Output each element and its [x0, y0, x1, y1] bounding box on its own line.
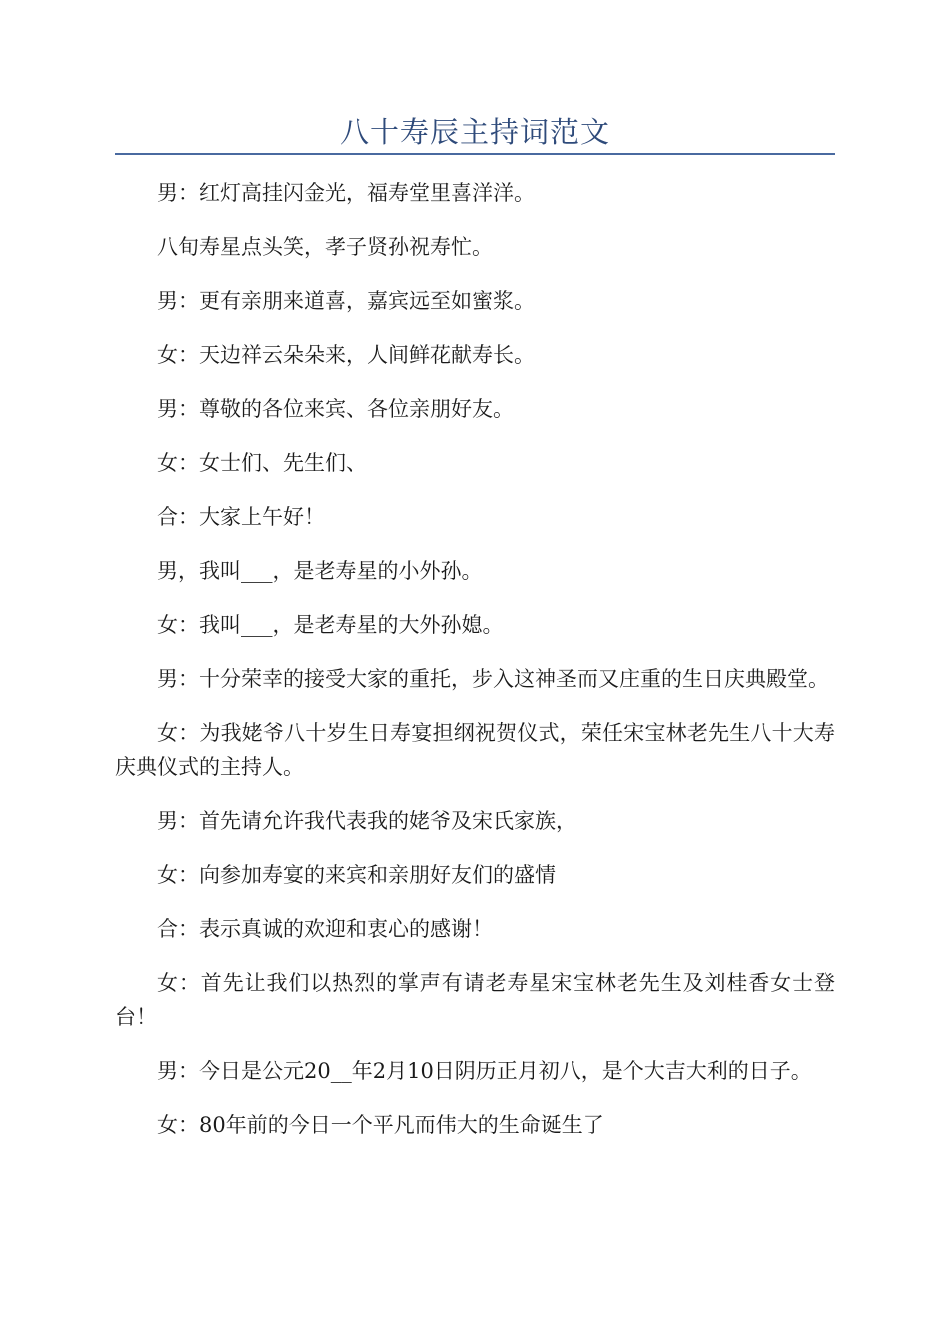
paragraph: 女：80年前的今日一个平凡而伟大的生命诞生了 — [157, 1113, 604, 1137]
paragraph: 男：十分荣幸的接受大家的重托，步入这神圣而又庄重的生日庆典殿堂。 — [157, 667, 829, 691]
paragraph: 女：向参加寿宴的来宾和亲朋好友们的盛情 — [157, 863, 556, 887]
paragraph: 男：红灯高挂闪金光，福寿堂里喜洋洋。 — [157, 181, 535, 205]
title-underline — [115, 153, 835, 155]
paragraph: 女：天边祥云朵朵来，人间鲜花献寿长。 — [157, 343, 535, 367]
paragraph: 八旬寿星点头笑，孝子贤孙祝寿忙。 — [157, 235, 493, 259]
document-body — [115, 176, 835, 1162]
paragraph: 男：今日是公元20__年2月10日阴历正月初八，是个大吉大利的日子。 — [157, 1059, 812, 1083]
paragraph: 男：更有亲朋来道喜，嘉宾远至如蜜浆。 — [157, 289, 535, 313]
paragraph: 女：为我姥爷八十岁生日寿宴担纲祝贺仪式，荣任宋宝林老先生八十大寿庆典仪式的主持人。 — [115, 721, 835, 779]
paragraph: 女：女士们、先生们、 — [157, 451, 367, 475]
paragraph: 男，我叫___，是老寿星的小外孙。 — [157, 559, 483, 583]
paragraph: 女：首先让我们以热烈的掌声有请老寿星宋宝林老先生及刘桂香女士登台！ — [115, 971, 835, 1029]
document-title: 八十寿辰主持词范文 — [339, 115, 610, 149]
paragraph: 合：大家上午好！ — [157, 505, 325, 529]
paragraph: 合：表示真诚的欢迎和衷心的感谢！ — [157, 917, 493, 941]
paragraph: 男：尊敬的各位来宾、各位亲朋好友。 — [157, 397, 514, 421]
paragraph: 女：我叫___，是老寿星的大外孙媳。 — [157, 613, 504, 637]
paragraph: 男：首先请允许我代表我的姥爷及宋氏家族， — [157, 809, 577, 833]
